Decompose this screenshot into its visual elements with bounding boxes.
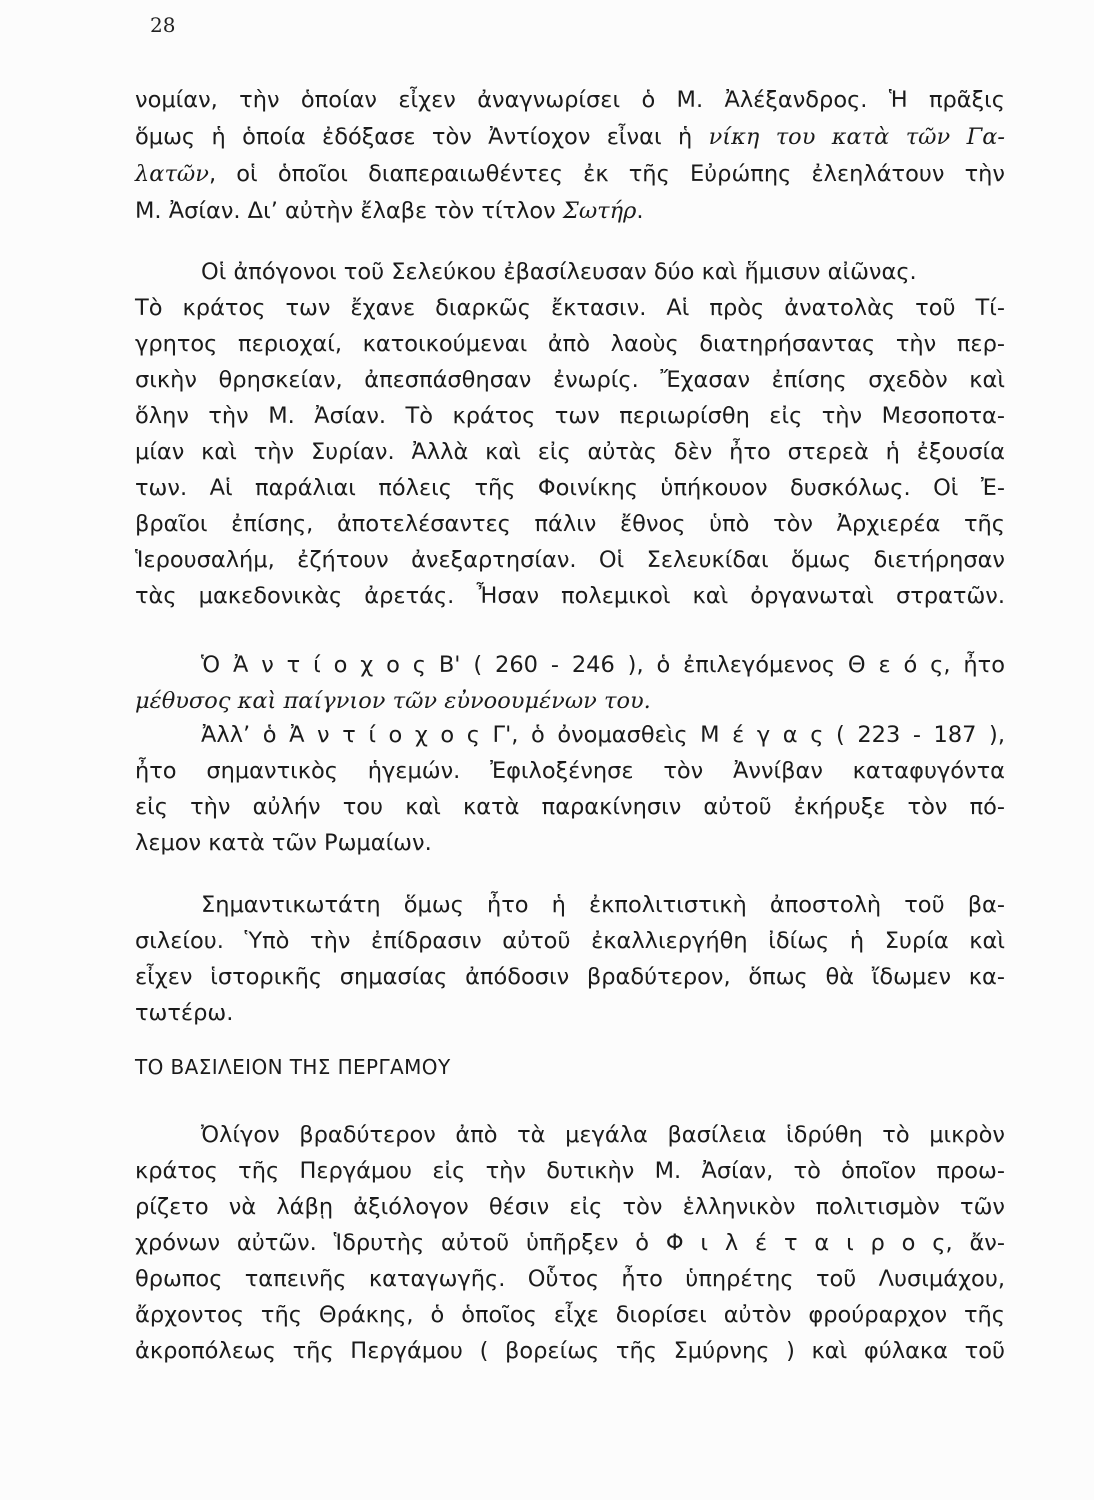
text-line: ρίζετο νὰ λάβῃ ἀξιόλογον θέσιν εἰς τὸν ἑλληνικὸν πολιτισμὸν τῶν: [135, 1194, 1005, 1220]
text-line: νομίαν, τὴν ὁποίαν εἶχεν ἀναγνωρίσει ὁ Μ. Ἀλέξανδρος. Ἡ πρᾶξις: [135, 87, 1005, 113]
text-line: θρωπος ταπεινῆς καταγωγῆς. Οὗτος ἦτο ὑπηρέτης τοῦ Λυσιμάχου,: [135, 1266, 1005, 1292]
text-line: σιλείου. Ὑπὸ τὴν ἐπίδρασιν αὐτοῦ ἐκαλλιεργήθη ἰδίως ἡ Συρία καὶ: [135, 928, 1005, 954]
text-line: Τὸ κράτος των ἔχανε διαρκῶς ἔκτασιν. Αἱ πρὸς ἀνατολὰς τοῦ Τί-: [135, 295, 1005, 321]
page-number: 28: [150, 13, 176, 37]
text-line: των. Αἱ παράλιαι πόλεις τῆς Φοινίκης ὑπήκουον δυσκόλως. Οἱ Ἐ-: [135, 475, 1005, 501]
paragraph: [135, 887, 1005, 1031]
paragraph: [135, 647, 1005, 719]
paragraph: [135, 254, 1005, 614]
text-line: ἄρχοντος τῆς Θράκης, ὁ ὁποῖος εἶχε διορίσει αὐτὸν φρούραρχον τῆς: [135, 1302, 1005, 1328]
text-span: Μ. Ἀσίαν. Δι’ αὐτὴν ἔλαβε τὸν τίτλον: [135, 198, 563, 224]
text-line: Ἀλλ’ ὁ Ἀ ν τ ί ο χ ο ς Γ', ὁ ὀνομασθεὶς Μ έ γ α ς ( 223 - 187 ),: [201, 722, 1005, 748]
text-line: [135, 156, 1005, 193]
text-line: μίαν καὶ τὴν Συρίαν. Ἀλλὰ καὶ εἰς αὐτὰς δὲν ἦτο στερεὰ ἡ ἐξουσία: [135, 439, 1005, 465]
italic-text: Σωτήρ: [562, 198, 637, 224]
text-span: .: [636, 198, 644, 224]
text-span: ὅμως ἡ ὁποία ἐδόξασε τὸν Ἀντίοχον εἶναι ἡ: [135, 124, 709, 150]
text-line: ὅλην τὴν Μ. Ἀσίαν. Τὸ κράτος των περιωρίσθη εἰς τὴν Μεσοποτα-: [135, 403, 1005, 429]
text-line: Σημαντικωτάτη ὅμως ἦτο ἡ ἐκπολιτιστικὴ ἀποστολὴ τοῦ βα-: [201, 892, 1005, 918]
section-heading: ΤΟ ΒΑΣΙΛΕΙΟΝ ΤΗΣ ΠΕΡΓΑΜΟΥ: [135, 1055, 451, 1079]
italic-text: μέθυσος καὶ παίγνιον τῶν εὐνοουμένων του.: [135, 688, 651, 714]
text-span: , οἱ ὁποῖοι διαπεραιωθέντες ἐκ τῆς Εὐρώπης ἐλεηλάτουν τὴν: [208, 161, 1005, 187]
text-line: λεμον κατὰ τῶν Ρωμαίων.: [135, 830, 432, 856]
text-line: χρόνων αὐτῶν. Ἱδρυτὴς αὐτοῦ ὑπῆρξεν ὁ Φ ι λ έ τ α ι ρ ο ς, ἄν-: [135, 1230, 1005, 1256]
paragraph: [135, 1117, 1005, 1369]
text-line: Ὀλίγον βραδύτερον ἀπὸ τὰ μεγάλα βασίλεια ἱδρύθη τὸ μικρὸν: [201, 1122, 1005, 1148]
text-line: [135, 119, 1005, 156]
text-line: εἶχεν ἱστορικῆς σημασίας ἀπόδοσιν βραδύτερον, ὅπως θὰ ἴδωμεν κα-: [135, 964, 1005, 990]
text-line: τωτέρω.: [135, 1000, 234, 1026]
text-line: [135, 193, 1005, 230]
text-line: Οἱ ἀπόγονοι τοῦ Σελεύκου ἐβασίλευσαν δύο καὶ ἥμισυν αἰῶνας.: [201, 259, 917, 285]
paragraph: [135, 717, 1005, 861]
text-line: κράτος τῆς Περγάμου εἰς τὴν δυτικὴν Μ. Ἀσίαν, τὸ ὁποῖον προω-: [135, 1158, 1005, 1184]
text-line: τὰς μακεδονικὰς ἀρετάς. Ἦσαν πολεμικοὶ καὶ ὀργανωταὶ στρατῶν.: [135, 583, 1005, 609]
text-line: εἰς τὴν αὐλήν του καὶ κατὰ παρακίνησιν αὐτοῦ ἐκήρυξε τὸν πό-: [135, 794, 1005, 820]
text-line: Ἱερουσαλήμ, ἐζήτουν ἀνεξαρτησίαν. Οἱ Σελευκίδαι ὅμως διετήρησαν: [135, 547, 1005, 573]
text-line: Ὁ Ἀ ν τ ί ο χ ο ς Β' ( 260 - 246 ), ὁ ἐπιλεγόμενος Θ ε ό ς, ἦτο: [201, 652, 1005, 678]
text-line: σικὴν θρησκείαν, ἀπεσπάσθησαν ἐνωρίς. Ἔχασαν ἐπίσης σχεδὸν καὶ: [135, 367, 1005, 393]
text-line: ἀκροπόλεως τῆς Περγάμου ( βορείως τῆς Σμύρνης ) καὶ φύλακα τοῦ: [135, 1338, 1005, 1364]
text-line: γρητος περιοχαί, κατοικούμεναι ἀπὸ λαοὺς διατηρήσαντας τὴν περ-: [135, 331, 1005, 357]
text-line: βραῖοι ἐπίσης, ἀποτελέσαντες πάλιν ἔθνος ὑπὸ τὸν Ἀρχιερέα τῆς: [135, 511, 1005, 537]
italic-text: νίκη του κατὰ τῶν Γα-: [708, 124, 1005, 150]
text-line: ἦτο σημαντικὸς ἡγεμών. Ἐφιλοξένησε τὸν Ἀννίβαν καταφυγόντα: [135, 758, 1005, 784]
paragraph: [135, 82, 1005, 230]
italic-text: λατῶν: [135, 161, 209, 187]
